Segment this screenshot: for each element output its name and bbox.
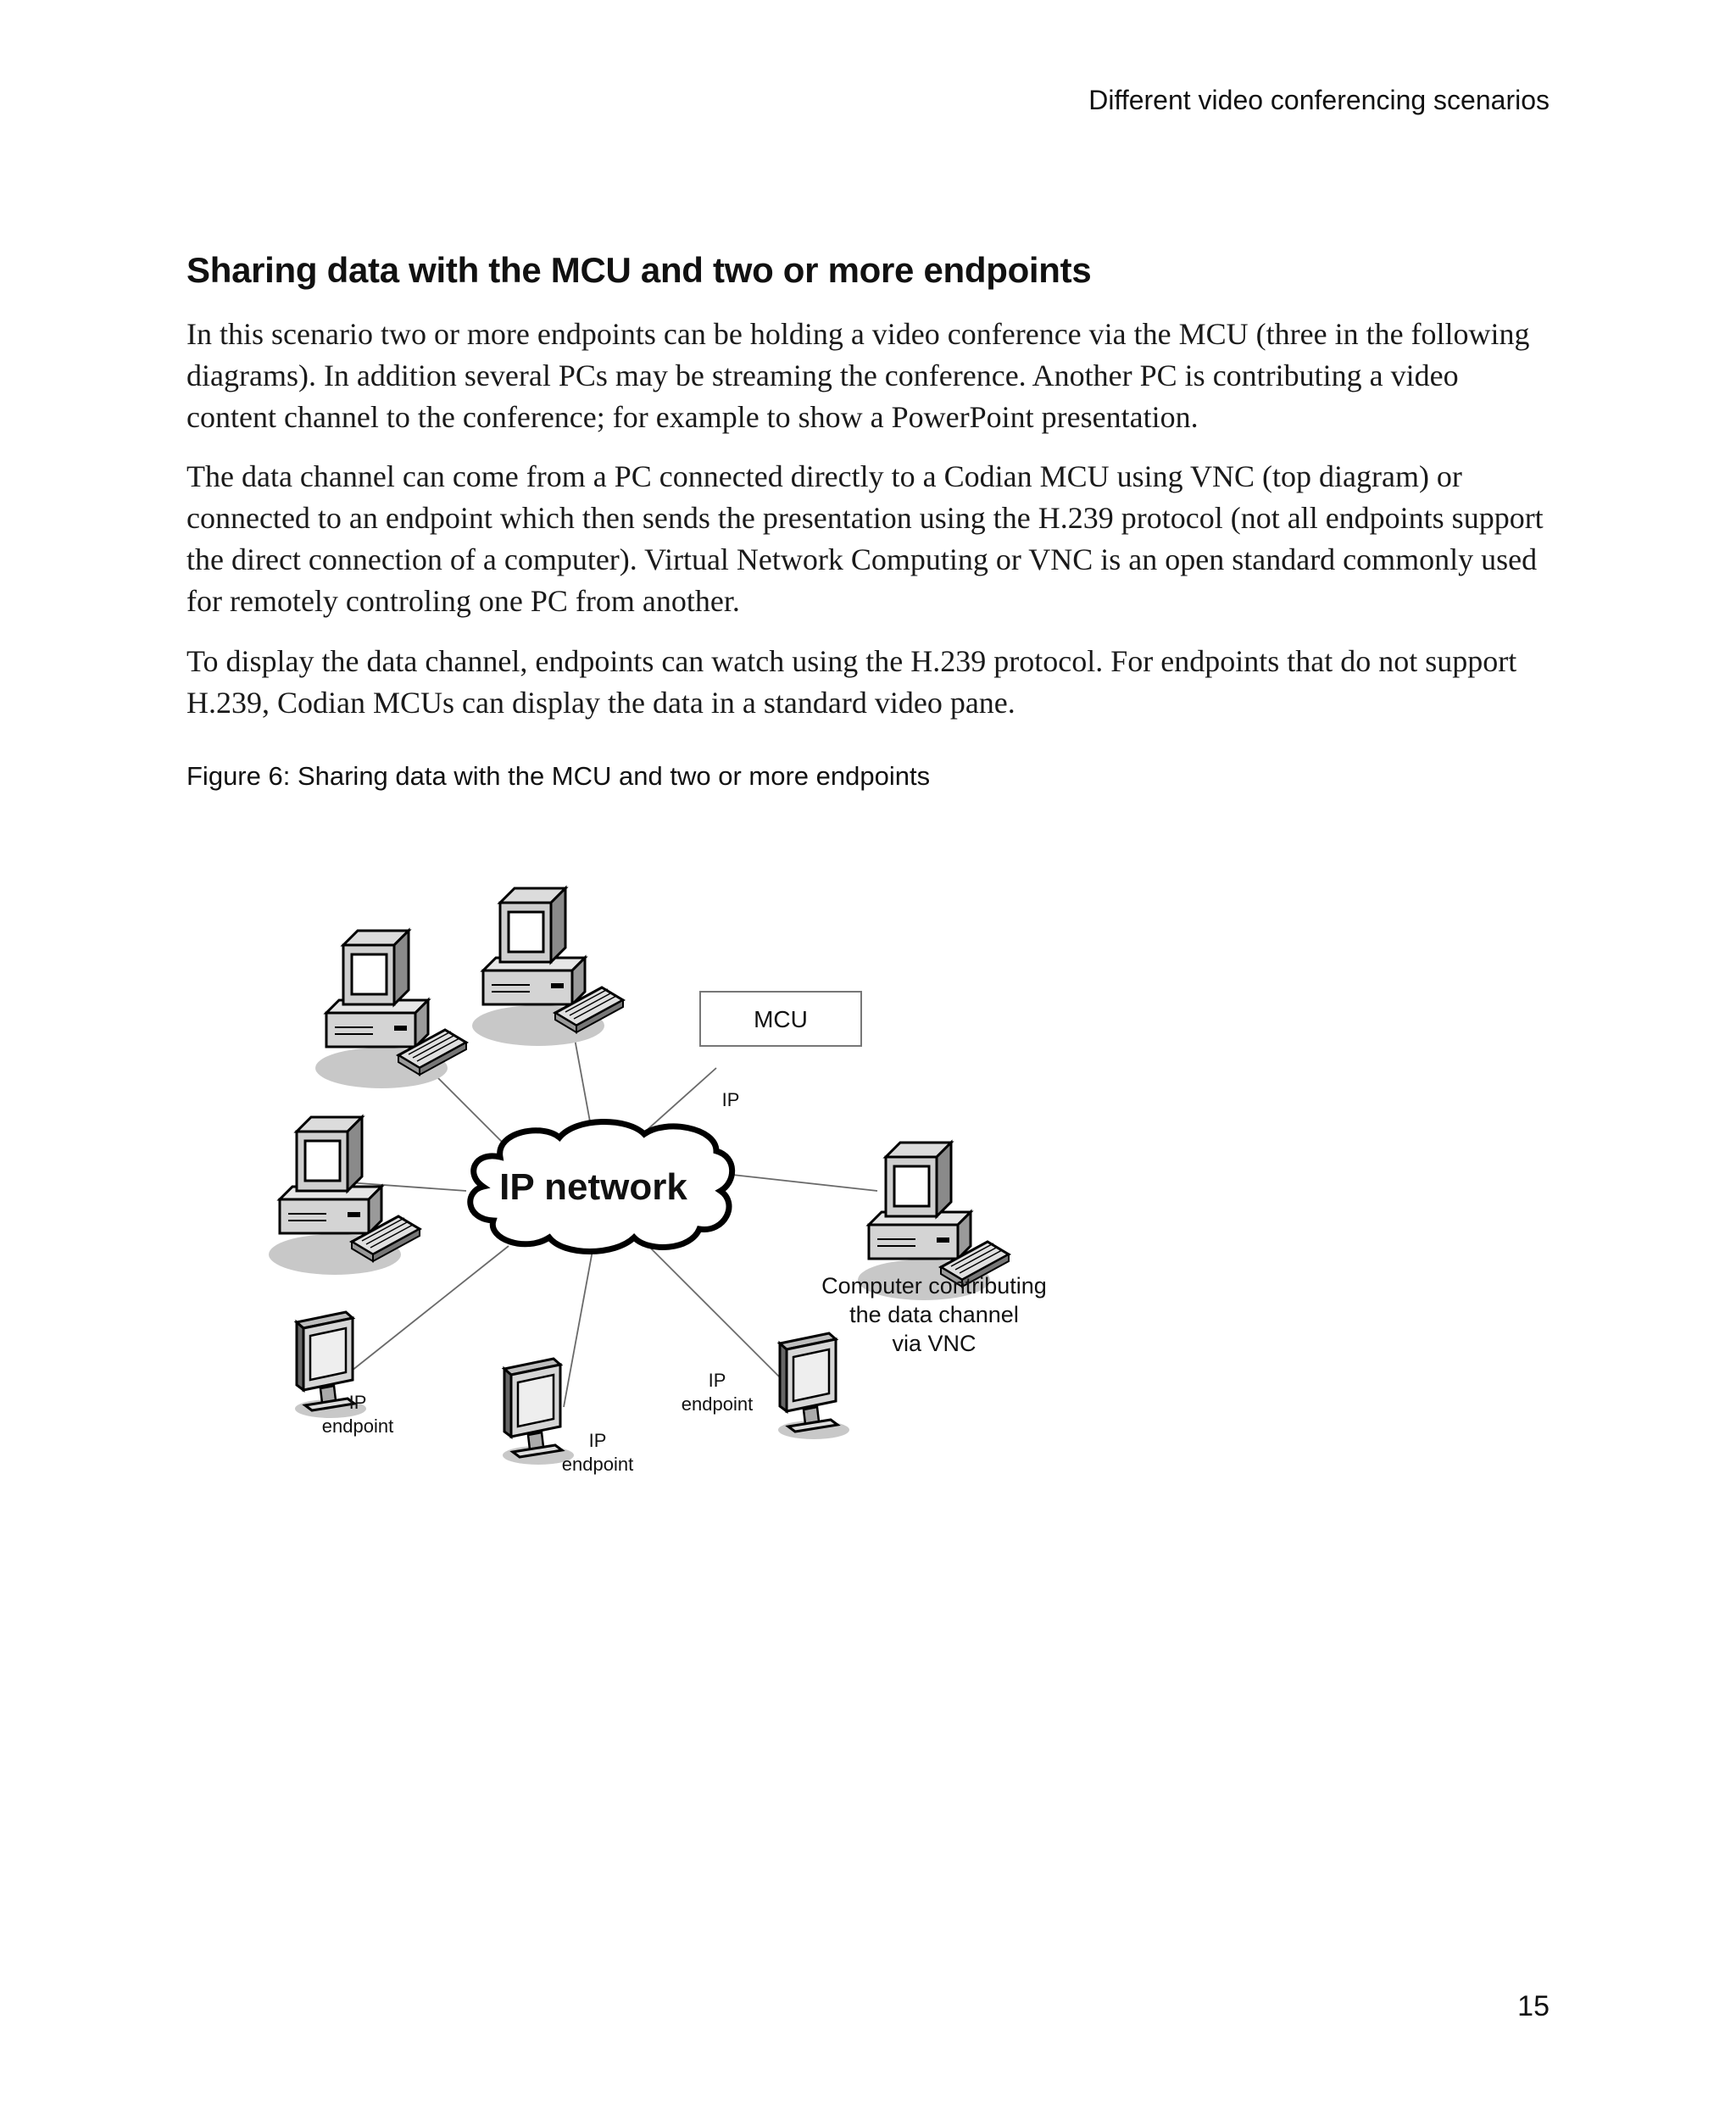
- running-header: Different video conferencing scenarios: [1088, 85, 1550, 115]
- endpoint-label: IP: [348, 1392, 367, 1413]
- endpoint-label: endpoint: [681, 1393, 754, 1415]
- endpoint-label: endpoint: [561, 1454, 634, 1475]
- ip-network-label: IP network: [499, 1166, 687, 1208]
- page-number: 15: [1517, 1990, 1550, 2022]
- endpoint-monitor-icon: [778, 1333, 849, 1439]
- vnc-computer-label-line: via VNC: [892, 1331, 976, 1356]
- endpoint-monitor-icon: [503, 1359, 574, 1465]
- vnc-computer-label-line: the data channel: [849, 1302, 1019, 1327]
- figure-caption: Figure 6: Sharing data with the MCU and two or more endpoints: [186, 761, 931, 791]
- desktop-computer-icon: [269, 1117, 420, 1275]
- desktop-computer-icon: [472, 888, 623, 1046]
- body-paragraph: In this scenario two or more endpoints can be holding a video conference via the MCU (three in the following diagrams). In addition several PCs may be streaming the conference. Another PC is contributing a video content channel to the conference; for example to show a PowerPoint presentation.: [186, 317, 1530, 434]
- body-paragraph: To display the data channel, endpoints can watch using the H.239 protocol. For endpoints that do not support H.239, Codian MCUs can display the data in a standard video pane.: [186, 644, 1517, 720]
- endpoint-label: IP: [588, 1430, 607, 1451]
- body-paragraph: The data channel can come from a PC connected directly to a Codian MCU using VNC (top diagram) or connected to an endpoint which then sends the presentation using the H.239 protocol (not all endpoints support the direct connection of a computer). Virtual Network Computing or VNC is an open standard commonly used for remotely controling one PC from another.: [186, 459, 1544, 618]
- vnc-computer-label-line: Computer contributing: [821, 1273, 1047, 1299]
- mcu-label: MCU: [754, 1006, 808, 1032]
- section-heading: Sharing data with the MCU and two or more endpoints: [186, 250, 1092, 290]
- endpoint-label: IP: [708, 1370, 726, 1391]
- endpoint-label: endpoint: [321, 1415, 394, 1437]
- mcu-link-label: IP: [721, 1089, 740, 1110]
- desktop-computer-icon: [315, 931, 466, 1088]
